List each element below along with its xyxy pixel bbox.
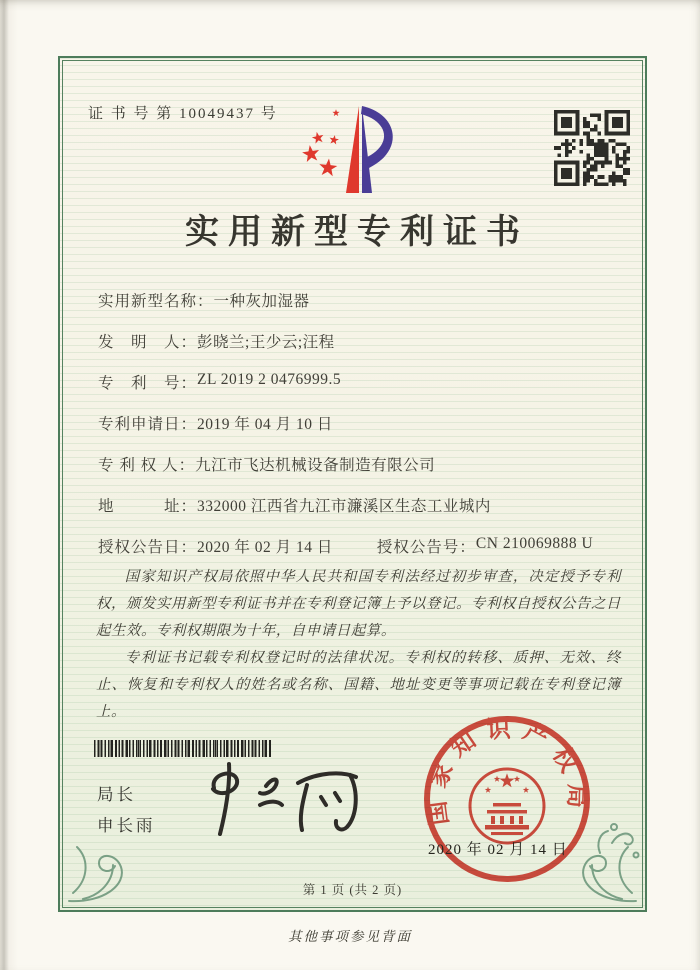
seal-text: 国家知识产权局 <box>423 716 590 827</box>
field-value: ZL 2019 2 0476999.5 <box>197 371 342 388</box>
field-value: 2019 年 04 月 10 日 <box>197 416 333 433</box>
field-inventor <box>98 330 618 371</box>
field-patentee <box>98 453 618 494</box>
field-label: 专 利 号： <box>98 375 198 392</box>
field-label: 授权公告日： <box>98 539 198 556</box>
certificate-title: 实用新型专利证书 <box>185 214 529 251</box>
field-value: 九江市飞达机械设备制造有限公司 <box>195 457 436 474</box>
field-label: 专 利 权 人： <box>98 457 196 474</box>
field-label: 授权公告号： <box>376 539 476 556</box>
field-label: 地 址： <box>98 498 198 515</box>
national-emblem-icon <box>470 769 544 843</box>
field-value: 332000 江西省九江市濂溪区生态工业城内 <box>197 498 491 515</box>
page-number: 第 1 页 (共 2 页) <box>302 883 403 897</box>
field-filing-date <box>98 412 618 453</box>
legal-paragraph-2: 专利证书记载专利权登记时的法律状况。专利权的转移、质押、无效、终止、恢复和专利权人的姓名或名称、国籍、地址变更等事项记载在专利登记簿上。 <box>96 650 621 720</box>
signature-handwriting <box>198 758 370 850</box>
officer-name: 申长雨 <box>97 817 156 835</box>
field-value: CN 210069888 U <box>475 535 594 552</box>
field-utility-model-name <box>98 289 618 330</box>
legal-paragraph-1: 国家知识产权局依照中华人民共和国专利法经过初步审查，决定授予专利权，颁发实用新型专利证书并在专利登记簿上予以登记。专利权自授权公告之日起生效。专利权期限为十年，自申请日起算。 <box>96 569 621 639</box>
back-side-note: 其他事项参见背面 <box>288 929 412 944</box>
certificate-sheet <box>58 56 647 912</box>
certificate-fields <box>98 289 618 576</box>
officer-title: 局长 <box>97 786 136 804</box>
field-patent-number <box>98 371 618 412</box>
field-label: 发 明 人： <box>98 334 198 351</box>
legal-text <box>96 564 621 726</box>
seal-date: 2020 年 02 月 14 日 <box>428 842 568 858</box>
field-value: 2020 年 02 月 14 日 <box>197 539 333 556</box>
field-label: 专利申请日： <box>98 416 198 433</box>
barcode <box>94 740 272 757</box>
field-value: 一种灰加湿器 <box>213 293 310 310</box>
certificate-number: 证 书 号 第 10049437 号 <box>88 106 278 122</box>
field-label: 实用新型名称： <box>98 293 214 310</box>
qr-code <box>554 110 630 186</box>
cnipa-logo-icon <box>302 102 410 198</box>
field-address <box>98 494 618 535</box>
field-value: 彭晓兰;王少云;汪程 <box>197 334 335 351</box>
